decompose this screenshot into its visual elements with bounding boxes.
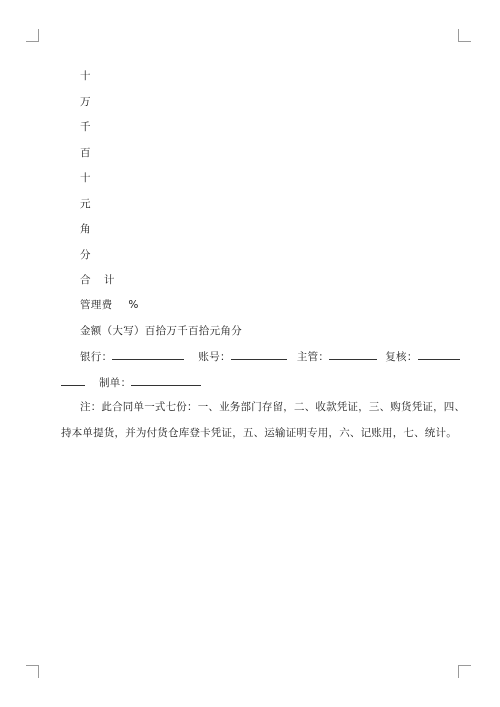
- total-label: [80, 273, 115, 287]
- account-label: 账号：: [198, 351, 231, 363]
- unit-jiao: 角: [80, 223, 91, 235]
- note-line-2: 持本单提货，并为付货仓库登卡凭证，五、运输证明专用，六、记账用，七、统计。: [61, 427, 457, 439]
- maker-label: 制单：: [99, 377, 132, 389]
- total-char-ji: 计: [103, 274, 115, 286]
- crop-mark-bottom-left: [26, 665, 39, 678]
- unit-ten-thousand-digit: 十: [80, 70, 91, 82]
- unit-shi: 十: [80, 172, 91, 184]
- maker-blank: [131, 375, 201, 386]
- management-fee-label: 管理费: [80, 299, 113, 311]
- amount-in-words: 金额（大写）百拾万千百拾元角分: [80, 325, 242, 337]
- management-fee-percent: %: [128, 299, 139, 311]
- unit-wan: 万: [80, 96, 91, 108]
- bank-row: [80, 349, 460, 364]
- account-blank: [231, 349, 287, 360]
- crop-mark-top-right: [458, 29, 471, 42]
- management-fee-line: [80, 298, 139, 312]
- unit-bai: 百: [80, 147, 91, 159]
- unit-fen: 分: [80, 249, 91, 261]
- reviewer-label: 复核：: [385, 351, 418, 363]
- supervisor-label: 主管：: [296, 351, 330, 363]
- bank-blank: [112, 349, 184, 360]
- reviewer-blank: [418, 349, 460, 360]
- total-char-he: 合: [80, 274, 91, 286]
- reviewer-blank-continued: [61, 375, 85, 386]
- crop-mark-bottom-right: [458, 665, 471, 678]
- unit-qian: 千: [80, 121, 91, 133]
- bank-label: 银行：: [80, 351, 113, 363]
- unit-yuan: 元: [80, 198, 91, 210]
- supervisor-blank: [329, 349, 377, 360]
- crop-mark-top-left: [26, 29, 39, 42]
- note-line-1: 注：此合同单一式七份：一、业务部门存留，二、收款凭证，三、购货凭证，四、: [80, 401, 466, 413]
- maker-row: [61, 375, 201, 390]
